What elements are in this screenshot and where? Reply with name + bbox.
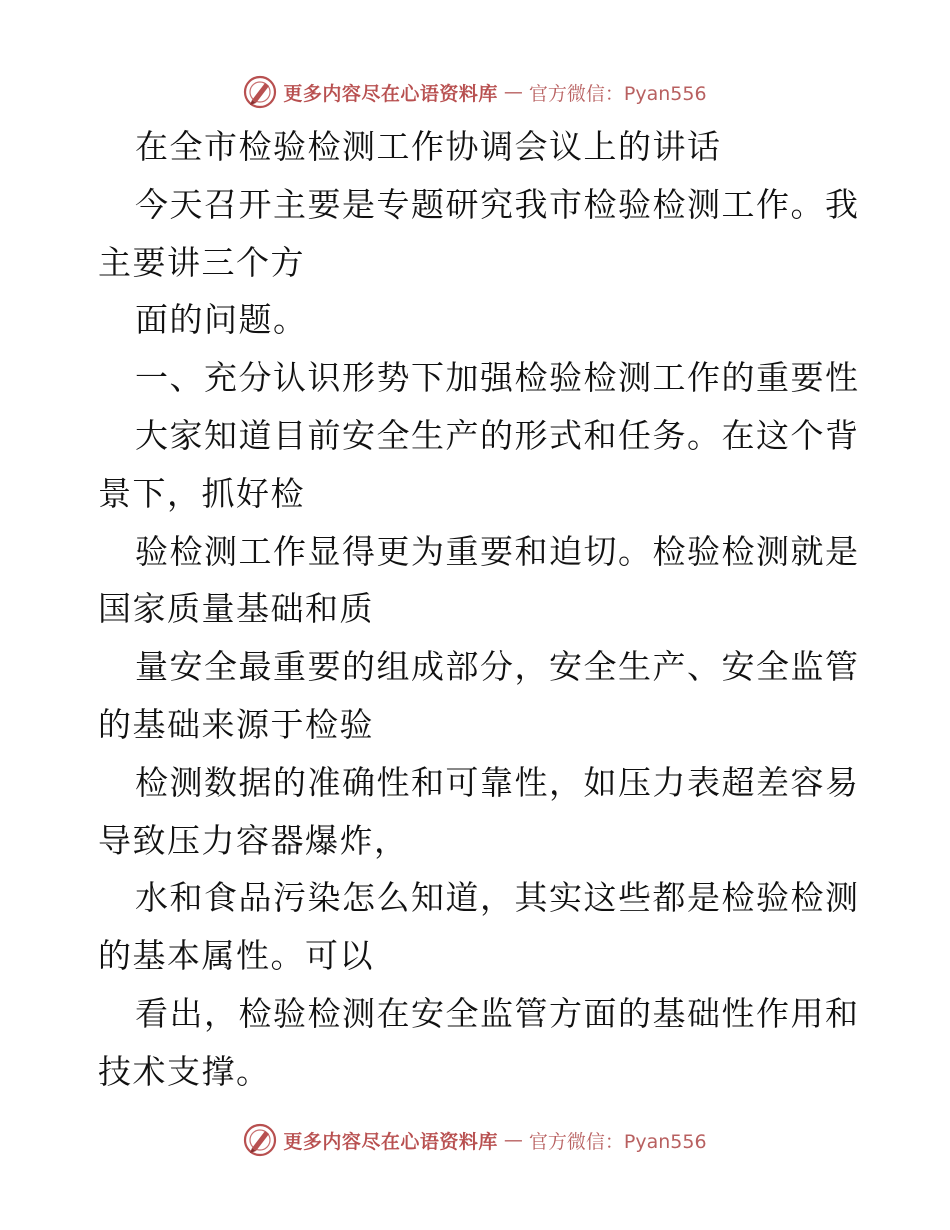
paragraph-line: 技术支撑。 — [98, 1051, 271, 1091]
pen-logo-icon — [243, 1123, 277, 1157]
section-heading: 一、充分认识形势下加强检验检测工作的重要性 — [135, 358, 860, 398]
watermark-wechat: 官方微信：Pyan556 — [528, 1130, 707, 1153]
paragraph-line: 检测数据的准确性和可靠性，如压力表超差容易 — [135, 762, 860, 802]
paragraph-line: 主要讲三个方 — [98, 242, 305, 282]
paragraph-line: 验检测工作显得更为重要和迫切。检验检测就是 — [135, 531, 860, 571]
watermark-footer — [0, 1120, 950, 1160]
watermark-wechat: 官方微信：Pyan556 — [528, 82, 707, 105]
watermark-text: 更多内容尽在心语资料库 — [283, 1130, 498, 1153]
watermark-dash: — — [503, 1129, 523, 1151]
paragraph-line: 水和食品污染怎么知道，其实这些都是检验检测 — [135, 878, 860, 918]
watermark-header — [0, 72, 950, 112]
paragraph-line: 国家质量基础和质 — [98, 589, 374, 629]
paragraph-line: 导致压力容器爆炸， — [98, 820, 409, 860]
watermark-text: 更多内容尽在心语资料库 — [283, 82, 498, 105]
document-title: 在全市检验检测工作协调会议上的讲话 — [135, 127, 722, 166]
pen-logo-icon — [243, 75, 277, 109]
paragraph-line: 的基本属性。可以 — [98, 936, 374, 976]
watermark-dash: — — [503, 81, 523, 103]
paragraph-line: 的基础来源于检验 — [98, 704, 374, 744]
paragraph-line: 今天召开主要是专题研究我市检验检测工作。我 — [135, 184, 860, 224]
document-body — [98, 118, 860, 1101]
paragraph-line: 面的问题。 — [135, 300, 308, 340]
paragraph-line: 量安全最重要的组成部分，安全生产、安全监管 — [135, 647, 860, 687]
paragraph-line: 看出，检验检测在安全监管方面的基础性作用和 — [135, 993, 860, 1033]
paragraph-line: 景下，抓好检 — [98, 473, 305, 513]
paragraph-line: 大家知道目前安全生产的形式和任务。在这个背 — [135, 415, 860, 455]
